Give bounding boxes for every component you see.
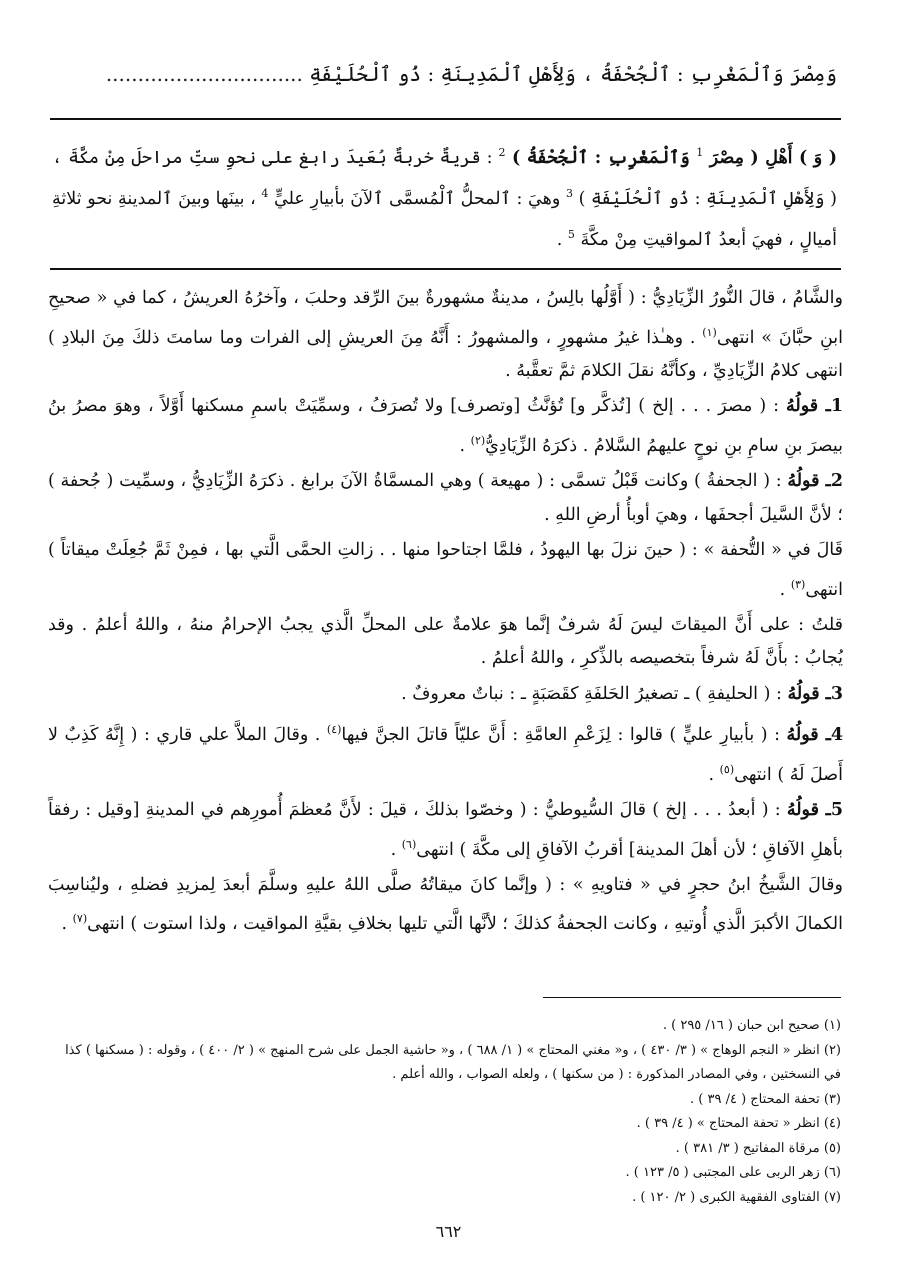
footnote-item: (٥) مرقاة المفاتيح ( ٣/ ٣٨١ ) . — [675, 1140, 841, 1156]
footnote-item: (٤) انظر « تحفة المحتاج » ( ٤/ ٣٩ ) . — [636, 1116, 841, 1131]
hashiya-paragraph: 4ـ قولُهُ : ( بأبيارِ عليٍّ ) قالوا : لِزَعْمِ العامَّةِ : أَنَّ عليّاً قاتلَ الجنَّ فيها$^{(٤)}$ . وقالَ الملاَّ علي قاري : ( إِنَّهُ كَذِبٌ لا أَصلَ لَهُ ) انتهى$^{(٥)}$ . — [48, 723, 844, 785]
matn-text: وَمِصْرَ وَٱلْمَغْرِبِ : ٱلْجُحْفَةُ ، وَلِأَهْلِ ٱلْمَدِينَةِ : ذُو ٱلْحُلَيْفَةِ — [309, 62, 837, 86]
hashiya-paragraph: قلتُ : على أَنَّ الميقاتَ ليسَ لَهُ شرفٌ إنَّما هوَ علامةٌ على المحلِّ الَّذي يجبُ الإحرامُ منهُ ، واللهُ أعلمُ . وقد يُجابُ : بأَنَّ لَهُ شرفاً بتخصيصه بالذِّكرِ ، واللهُ أعلمُ . — [48, 614, 843, 669]
hashiya-paragraph: وقالَ الشَّيخُ ابنُ حجرٍ في « فتاويهِ » : ( وإنَّما كانَ ميقاتُهُ صلَّى اللهُ عليهِ وسلَّمَ أبعدَ لِمزيدِ فضلهِ ، وليُناسِبَ الكمالَ الأكبرَ الَّذي أُوتيهِ ، وكانت الجحفةُ كذلكَ ؛ لأنَّها الَّتي تليها بخلافِ بقيَّةِ المواقيت ، ولذا استوت ) انتهى$^{(٧)}$ . — [48, 874, 843, 935]
footnote-item: (٣) تحفة المحتاج ( ٤/ ٣٩ ) . — [690, 1091, 841, 1107]
footnote-item: (٦) زهر الربى على المجتبى ( ٥/ ١٢٣ ) . — [625, 1165, 841, 1180]
hashiya-paragraph: قَالَ في « التُّحفة » : ( حينَ نزلَ بها اليهودُ ، فلمَّا اجتاحوا منها . . زالتِ الحمَّى الَّتي بها ، فمِنْ ثَمَّ جُعِلَتْ ميقاتاً ) انتهى$^{(٣)}$ . — [48, 540, 843, 600]
footnote-item: (٧) الفتاوى الفقهية الكبرى ( ٢/ ١٢٠ ) . — [632, 1189, 841, 1205]
matn-dots: ............................... — [105, 62, 303, 86]
hashiya-text — [48, 282, 843, 944]
footnotes — [50, 1014, 841, 1210]
hashiya-divider — [50, 268, 841, 270]
footnote-item: (١) صحيح ابن حبان ( ١٦/ ٢٩٥ ) . — [662, 1018, 841, 1033]
sharh-paragraph: ( وَ ) أَهْلِ ( مِصْرَ $^1$ وَٱلْمَغْرِبِ : ٱلْجُحْفَةُ ) $^2$ : قريةٌ خربةٌ بُعَيدَ رابغ على نحوِ ستِّ مراحلَ مِنْ مكَّةَ ، ( وَلِأَهْلِ ٱلْمَدِينَةِ : ذُو ٱلْحُلَيْفَةِ ) $^3$ وهيَ : ٱلمحلُّ ٱلْمُسمَّى ٱلآنَ بأبيارِ عليٍّ $^4$ ، بينَها وبينَ ٱلمدينةِ نحو ثلاثةِ أميالٍ ، فهيَ أبعدُ ٱلمواقيتِ مِنْ مكَّةَ $^5$ . — [52, 146, 838, 250]
hashiya-paragraph: 2ـ قولُهُ : ( الجحفةُ ) وكانت قَبْلُ تسمَّى : ( مهيعة ) وهي المسمَّاةُ الآنَ برابغ . ذكرَهُ الزِّيَادِيُّ ، وسمِّيت ( جُحفة ) ؛ لأنَّ السَّيلَ أجحفَها ، وهيَ أوبأُ أرضِ اللهِ . — [48, 471, 844, 525]
footnote-item: (٢) انظر « النجم الوهاج » ( ٣/ ٤٣٠ ) ، و« مغني المحتاج » ( ١/ ٦٨٨ ) ، و« حاشية الجمل على شرح المنهج » ( ٢/ ٤٠٠ ) ، وقوله : ( مسكنها ) كذا في النسختين ، وفي المصادر المذكورة : ( من سكنها ) ، ولعله الصواب ، والله أعلم . — [65, 1042, 841, 1082]
hashiya-paragraph: والشَّامُ ، قالَ النُّورُ الزِّيَادِيُّ : ( أَوَّلُها بالِسُ ، مدينةٌ مشهورةٌ بينَ الرِّقد وحلبَ ، وآخرُهُ العريشُ ، كما في « صحيحِ ابنِ حبَّانَ » انتهى$^{(١)}$ . وهـٰذا غيرُ مشهورٍ ، والمشهورُ : أَنَّهُ مِنَ العريشِ إلى الفرات وما سامتَ ذلكَ مِنَ البلادِ ) انتهى كلامُ الزِّيَادِيِّ ، وكأنَّهُ نقلَ الكلامَ ثمَّ تعقَّبهُ . — [48, 288, 843, 381]
hashiya-paragraph: 1ـ قولُهُ : ( مصرَ . . . إلخ ) [تُذكَّر و] تُؤنَّثُ [وتصرف] ولا تُصرَفُ ، وسمِّيَتْ باسمِ مسكنها أَوَّلاً ، وهوَ مصرُ بنُ بيصرَ بنِ سامِ بنِ نوحٍ عليهمُ السَّلامُ . ذكرَهُ الزِّيَادِيُّ$^{(٢)}$ . — [48, 396, 843, 456]
matn-divider — [50, 118, 841, 120]
page-number: ٦٦٢ — [435, 1222, 462, 1241]
hashiya-paragraph: 5ـ قولُهُ : ( أبعدُ . . . إلخ ) قالَ السُّيوطيُّ : ( وخصّوا بذلكَ ، قيلَ : لأَنَّ مُعظمَ أُمورِهم في المدينةِ [وقيل : رفقاً بأهلِ الآفاقِ ؛ لأن أهلَ المدينة] أقربُ الآفاقِ إلى مكَّةَ ) انتهى$^{(٦)}$ . — [48, 800, 843, 860]
hashiya-paragraph: 3ـ قولُهُ : ( الحليفةِ ) ـ تصغيرُ الحَلفَةِ كقَصَبَةٍ ـ : نباتٌ معروفٌ . — [401, 683, 843, 704]
matn-line — [52, 56, 837, 92]
sharh-text — [52, 135, 837, 257]
footnote-divider — [543, 997, 841, 998]
